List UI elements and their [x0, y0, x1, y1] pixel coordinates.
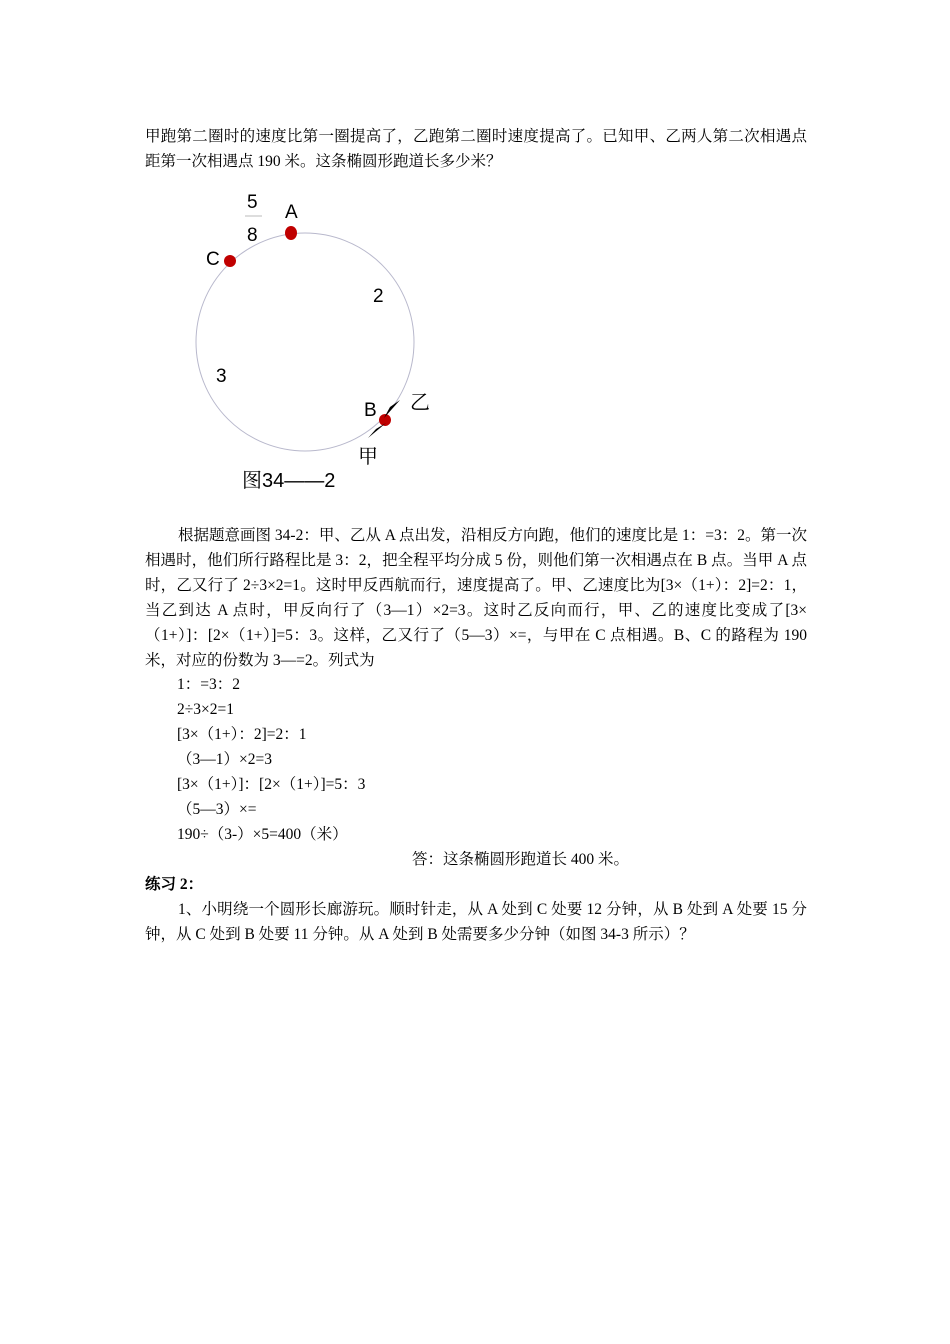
fraction-denominator: 8 — [247, 225, 258, 246]
arrow-yi-icon — [384, 400, 400, 418]
label-a: A — [285, 202, 298, 223]
label-yi: 乙 — [410, 392, 430, 414]
figure-caption: 图34——2 — [242, 470, 336, 492]
point-c — [224, 255, 236, 267]
label-jia: 甲 — [358, 446, 378, 468]
answer: 答：这条椭圆形跑道长 400 米。 — [412, 851, 630, 868]
point-a — [285, 226, 297, 240]
label-c: C — [206, 249, 220, 270]
solution-text: 根据题意画图 34-2：甲、乙从 A 点出发，沿相反方向跑，他们的速度比是 1：=3：2。第一次相遇时，他们所行路程比是 3：2，把全程平均分成 5 份，则他们第一次相遇点在 B 点。当甲 A 点时，乙又行了 2÷3×2=1。这时甲反西航而行，速度提高了。甲、乙速度比为[3×（1+）：2]=2：1，当乙到达 A 点时，甲反向行了（3—1）×2=3。这时乙反向而行，甲、乙的速度比变成了[3×（1+）]：[2×（1+）]=5：3。这样，乙又行了（5—3）×=，与甲在 C 点相遇。B、C 的路程为 190 米，对应的份数为 3—=2。列式为 — [145, 527, 807, 669]
formula-4: （3—1）×2=3 — [177, 751, 272, 768]
arc-label-2: 2 — [373, 286, 384, 307]
point-b — [379, 414, 391, 426]
problem-text: 甲跑第二圈时的速度比第一圈提高了，乙跑第二圈时速度提高了。已知甲、乙两人第二次相遇点距第一次相遇点 190 米。这条椭圆形跑道长多少米？ — [145, 128, 807, 170]
practice-text: 1、小明绕一个圆形长廊游玩。顺时针走，从 A 处到 C 处要 12 分钟，从 B 处到 A 处要 15 分钟，从 C 处到 B 处要 11 分钟。从 A 处到 B 处需要多少分钟（如图 34-3 所示）？ — [145, 901, 807, 943]
practice-heading: 练习 2： — [145, 876, 204, 893]
formula-1: 1：=3：2 — [177, 676, 240, 693]
formula-2: 2÷3×2=1 — [177, 701, 234, 718]
formula-7: 190÷（3-）×5=400（米） — [177, 826, 348, 843]
figure-34-2 — [190, 185, 440, 495]
formula-5: [3×（1+）]：[2×（1+）]=5：3 — [177, 776, 366, 793]
formula-3: [3×（1+）：2]=2：1 — [177, 726, 307, 743]
arrow-jia-icon — [368, 423, 386, 438]
formula-6: （5—3）×= — [177, 801, 257, 818]
fraction-numerator: 5 — [247, 192, 258, 213]
arc-label-3: 3 — [216, 366, 227, 387]
label-b: B — [364, 400, 377, 421]
